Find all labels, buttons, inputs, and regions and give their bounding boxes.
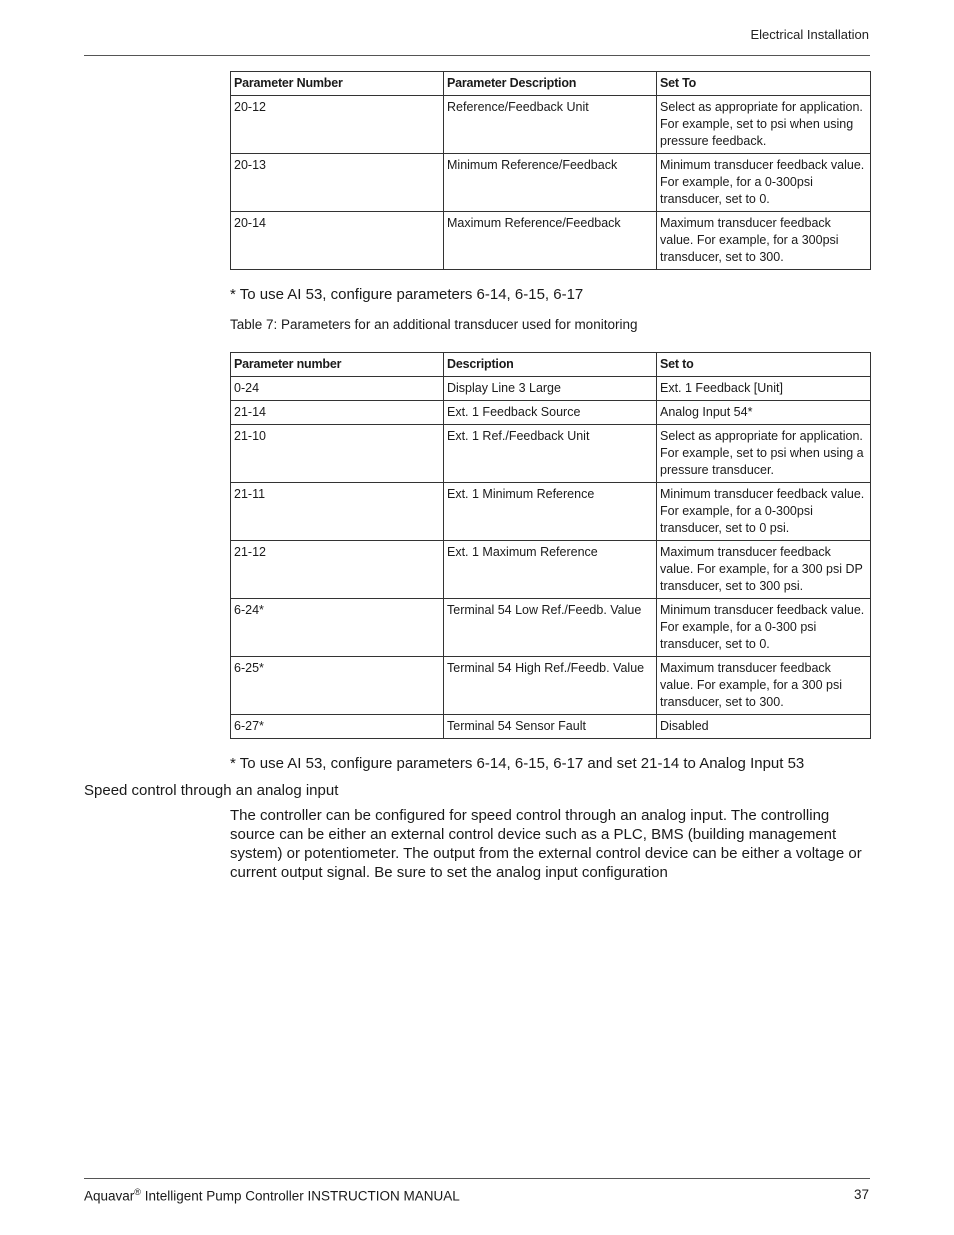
table-row (231, 541, 871, 599)
parameter-number-cell: 6-24* (231, 599, 444, 657)
table-footnote: * To use AI 53, configure parameters 6-14, 6-15, 6-17 (230, 286, 584, 303)
table-row (231, 154, 871, 212)
column-header: Parameter number (231, 353, 444, 377)
table-caption: Table 7: Parameters for an additional transducer used for monitoring (230, 317, 638, 332)
parameter-number-cell: 21-10 (231, 425, 444, 483)
parameter-number-cell: 20-12 (231, 96, 444, 154)
footer-manual-title: Aquavar® Intelligent Pump Controller INSTRUCTION MANUAL (84, 1187, 460, 1204)
set-to-cell: Analog Input 54* (657, 401, 871, 425)
table-row (231, 212, 871, 270)
table-row (231, 96, 871, 154)
page-number: 37 (853, 1187, 869, 1202)
header-rule (84, 55, 870, 56)
parameter-description-cell: Terminal 54 Low Ref./Feedb. Value (444, 599, 657, 657)
parameter-description-cell: Maximum Reference/Feedback (444, 212, 657, 270)
parameter-table-1 (230, 71, 871, 270)
parameter-table-2 (230, 352, 871, 739)
table-row (231, 377, 871, 401)
set-to-cell: Ext. 1 Feedback [Unit] (657, 377, 871, 401)
running-header: Electrical Installation (750, 27, 869, 42)
parameter-description-cell: Ext. 1 Ref./Feedback Unit (444, 425, 657, 483)
section-heading: Speed control through an analog input (84, 782, 339, 799)
parameter-description-cell: Ext. 1 Minimum Reference (444, 483, 657, 541)
set-to-cell: Disabled (657, 715, 871, 739)
set-to-cell: Minimum transducer feedback value. For example, for a 0-300psi transducer, set to 0. (657, 154, 871, 212)
set-to-cell: Maximum transducer feedback value. For example, for a 300 psi transducer, set to 300. (657, 657, 871, 715)
set-to-cell: Select as appropriate for application. For example, set to psi when using a pressure transducer. (657, 425, 871, 483)
set-to-cell: Maximum transducer feedback value. For example, for a 300psi transducer, set to 300. (657, 212, 871, 270)
parameter-description-cell: Ext. 1 Feedback Source (444, 401, 657, 425)
table-row (231, 599, 871, 657)
column-header: Set To (657, 72, 871, 96)
column-header: Description (444, 353, 657, 377)
table-row (231, 715, 871, 739)
parameter-description-cell: Reference/Feedback Unit (444, 96, 657, 154)
parameter-number-cell: 20-14 (231, 212, 444, 270)
table-row (231, 401, 871, 425)
column-header: Parameter Number (231, 72, 444, 96)
table-row (231, 483, 871, 541)
parameter-number-cell: 21-14 (231, 401, 444, 425)
set-to-cell: Minimum transducer feedback value. For example, for a 0-300 psi transducer, set to 0. (657, 599, 871, 657)
parameter-number-cell: 6-27* (231, 715, 444, 739)
set-to-cell: Maximum transducer feedback value. For example, for a 300 psi DP transducer, set to 300 psi. (657, 541, 871, 599)
parameter-description-cell: Terminal 54 Sensor Fault (444, 715, 657, 739)
parameter-description-cell: Display Line 3 Large (444, 377, 657, 401)
column-header: Parameter Description (444, 72, 657, 96)
parameter-number-cell: 0-24 (231, 377, 444, 401)
parameter-number-cell: 21-11 (231, 483, 444, 541)
set-to-cell: Select as appropriate for application. For example, set to psi when using pressure feedback. (657, 96, 871, 154)
table-row (231, 425, 871, 483)
body-paragraph: The controller can be configured for speed control through an analog input. The controlling source can be either an external control device such as a PLC, BMS (building management system) or potentiometer. The output from the external control device can be either a voltage or current output signal. Be sure to set the analog input configuration (230, 807, 862, 881)
parameter-description-cell: Minimum Reference/Feedback (444, 154, 657, 212)
parameter-description-cell: Ext. 1 Maximum Reference (444, 541, 657, 599)
table-header-row (231, 72, 871, 96)
parameter-description-cell: Terminal 54 High Ref./Feedb. Value (444, 657, 657, 715)
table-row (231, 657, 871, 715)
table-header-row (231, 353, 871, 377)
footer-rule (84, 1178, 870, 1179)
parameter-number-cell: 20-13 (231, 154, 444, 212)
table-footnote: * To use AI 53, configure parameters 6-14, 6-15, 6-17 and set 21-14 to Analog Input 53 (230, 755, 805, 772)
column-header: Set to (657, 353, 871, 377)
set-to-cell: Minimum transducer feedback value. For example, for a 0-300psi transducer, set to 0 psi. (657, 483, 871, 541)
parameter-number-cell: 6-25* (231, 657, 444, 715)
parameter-number-cell: 21-12 (231, 541, 444, 599)
